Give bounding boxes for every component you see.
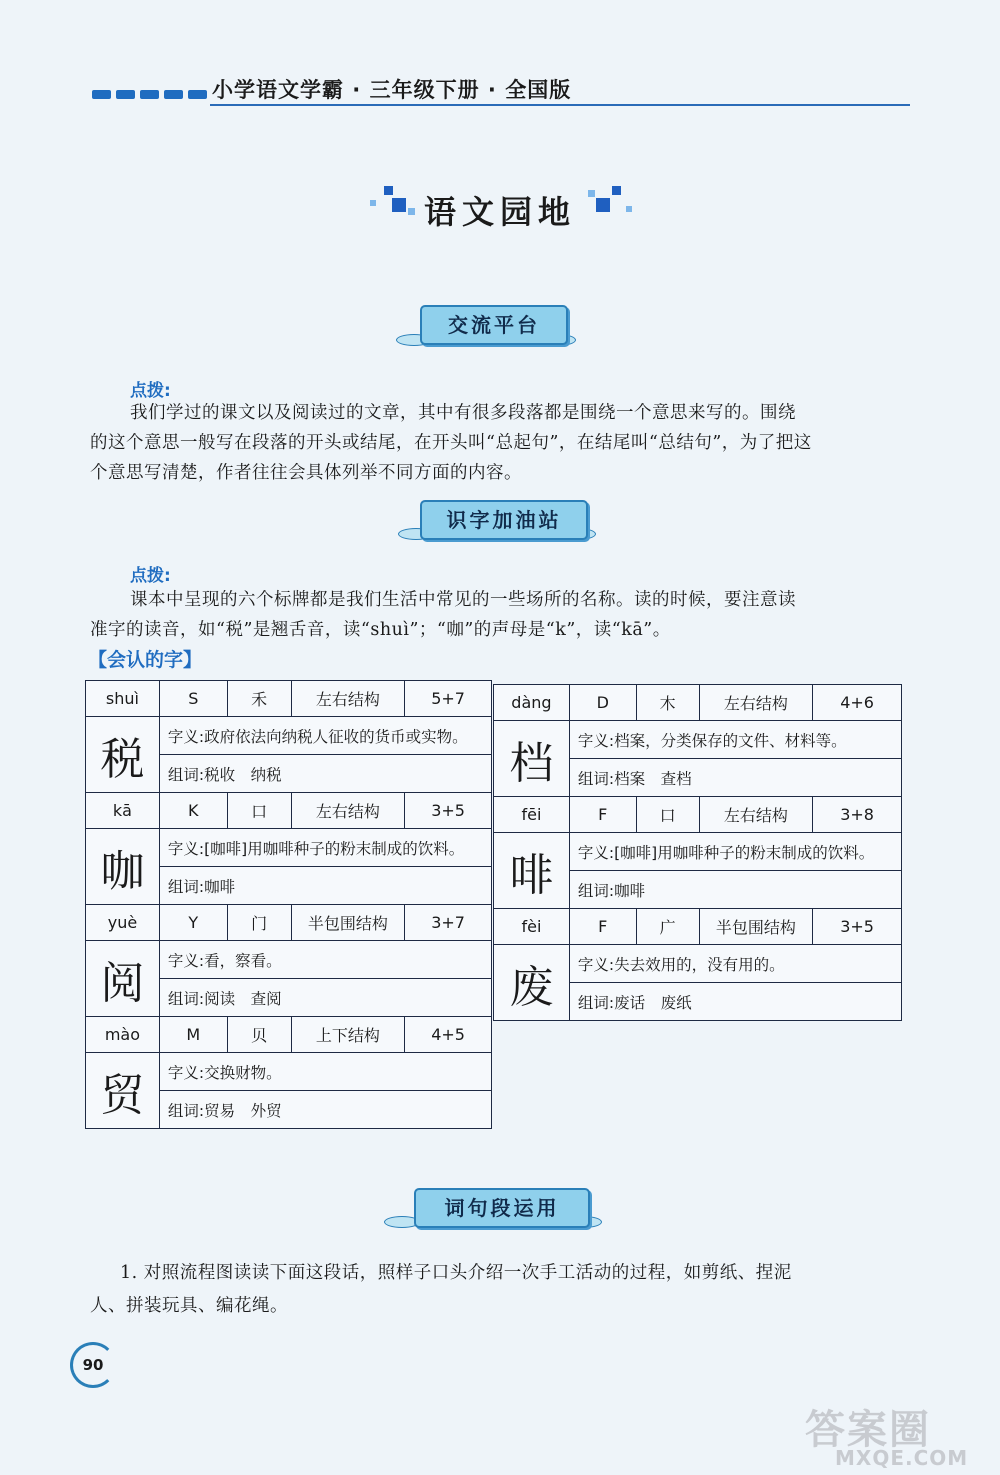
structure-cell: 左右结构	[291, 793, 405, 829]
radical-cell: 禾	[227, 681, 291, 717]
words-cell: 组词:废话 废纸	[569, 983, 901, 1021]
character-table-right	[493, 684, 902, 1021]
tip-paragraph	[90, 398, 920, 488]
radical-cell: 广	[636, 909, 699, 945]
meaning-cell: 字义:交换财物。	[159, 1053, 491, 1091]
structure-cell: 左右结构	[291, 681, 405, 717]
title-decoration	[626, 206, 632, 212]
watermark-url: MXQE.COM	[835, 1446, 969, 1470]
structure-cell: 半包围结构	[291, 905, 405, 941]
title-decoration	[612, 186, 621, 195]
header-title: 小学语文学霸 · 三年级下册 · 全国版	[212, 78, 572, 102]
radical-cell: 贝	[227, 1017, 291, 1053]
table-row	[494, 721, 902, 759]
strokes-cell: 4+5	[405, 1017, 492, 1053]
radical-cell: 口	[636, 797, 699, 833]
structure-cell: 上下结构	[291, 1017, 405, 1053]
table-row	[86, 1053, 492, 1091]
banner-exchange-platform: 交流平台	[420, 305, 568, 345]
tip-label: 点拨:	[130, 381, 171, 401]
title-decoration	[596, 198, 610, 212]
strokes-cell: 3+5	[813, 909, 902, 945]
meaning-cell: 字义:[咖啡]用咖啡种子的粉末制成的饮料。	[569, 833, 901, 871]
meaning-cell: 字义:看，察看。	[159, 941, 491, 979]
letter-cell: F	[569, 909, 636, 945]
character-cell: 贸	[86, 1053, 160, 1129]
section-title: 语文园地	[423, 193, 576, 231]
letter-cell: F	[569, 797, 636, 833]
letter-cell: D	[569, 685, 636, 721]
header-rule	[210, 104, 910, 106]
pinyin-cell: yuè	[86, 905, 160, 941]
table-row	[86, 1017, 492, 1053]
header-decoration	[188, 90, 207, 99]
table-row	[86, 829, 492, 867]
radical-cell: 木	[636, 685, 699, 721]
table-row	[494, 797, 902, 833]
table-row	[86, 905, 492, 941]
table-row	[86, 717, 492, 755]
words-cell: 组词:贸易 外贸	[159, 1091, 491, 1129]
paragraph-line: 1. 对照流程图读读下面这段话，照样子口头介绍一次手工活动的过程，如剪纸、捏泥	[120, 1263, 792, 1283]
character-cell: 税	[86, 717, 160, 793]
table-row	[86, 681, 492, 717]
character-cell: 阅	[86, 941, 160, 1017]
paragraph-line: 个意思写清楚，作者往往会具体列举不同方面的内容。	[90, 463, 522, 483]
strokes-cell: 3+5	[405, 793, 492, 829]
strokes-cell: 3+7	[405, 905, 492, 941]
table-row	[86, 941, 492, 979]
words-cell: 组词:阅读 查阅	[159, 979, 491, 1017]
exercise-paragraph	[90, 1257, 920, 1323]
structure-cell: 左右结构	[699, 797, 813, 833]
tip-label: 点拨:	[130, 566, 171, 586]
header-decoration	[140, 90, 159, 99]
meaning-cell: 字义:失去效用的，没有用的。	[569, 945, 901, 983]
letter-cell: S	[159, 681, 227, 717]
pinyin-cell: fēi	[494, 797, 570, 833]
title-decoration	[588, 190, 595, 197]
meaning-cell: 字义:政府依法向纳税人征收的货币或实物。	[159, 717, 491, 755]
strokes-cell: 4+6	[813, 685, 902, 721]
letter-cell: K	[159, 793, 227, 829]
banner-word-sentence-usage: 词句段运用	[414, 1188, 590, 1228]
character-cell: 档	[494, 721, 570, 797]
radical-cell: 口	[227, 793, 291, 829]
banner-literacy-station: 识字加油站	[420, 500, 588, 540]
paragraph-line: 人、拼装玩具、编花绳。	[90, 1296, 288, 1316]
radical-cell: 门	[227, 905, 291, 941]
words-cell: 组词:税收 纳税	[159, 755, 491, 793]
character-cell: 废	[494, 945, 570, 1021]
characters-label: 【会认的字】	[88, 649, 203, 671]
letter-cell: M	[159, 1017, 227, 1053]
letter-cell: Y	[159, 905, 227, 941]
tip-paragraph	[90, 585, 920, 645]
table-row	[494, 945, 902, 983]
paragraph-line: 的这个意思一般写在段落的开头或结尾，在开头叫“总起句”，在结尾叫“总结句”，为了把这	[90, 433, 812, 453]
structure-cell: 半包围结构	[699, 909, 813, 945]
table-row	[494, 909, 902, 945]
strokes-cell: 5+7	[405, 681, 492, 717]
table-row	[494, 685, 902, 721]
header-decoration	[92, 90, 111, 99]
meaning-cell: 字义:[咖啡]用咖啡种子的粉末制成的饮料。	[159, 829, 491, 867]
strokes-cell: 3+8	[813, 797, 902, 833]
table-row	[86, 793, 492, 829]
structure-cell: 左右结构	[699, 685, 813, 721]
words-cell: 组词:咖啡	[569, 871, 901, 909]
words-cell: 组词:咖啡	[159, 867, 491, 905]
paragraph-line: 课本中呈现的六个标牌都是我们生活中常见的一些场所的名称。读的时候，要注意读	[130, 590, 796, 610]
meaning-cell: 字义:档案，分类保存的文件、材料等。	[569, 721, 901, 759]
table-row	[494, 833, 902, 871]
pinyin-cell: shuì	[86, 681, 160, 717]
words-cell: 组词:档案 查档	[569, 759, 901, 797]
pinyin-cell: dàng	[494, 685, 570, 721]
character-cell: 啡	[494, 833, 570, 909]
character-table-left	[85, 680, 492, 1129]
header-decoration	[164, 90, 183, 99]
watermark-logo: 答案圈	[805, 1407, 931, 1453]
pinyin-cell: kā	[86, 793, 160, 829]
page-number: 90	[70, 1342, 116, 1388]
header-decoration	[116, 90, 135, 99]
pinyin-cell: mào	[86, 1017, 160, 1053]
character-cell: 咖	[86, 829, 160, 905]
pinyin-cell: fèi	[494, 909, 570, 945]
paragraph-line: 我们学过的课文以及阅读过的文章，其中有很多段落都是围绕一个意思来写的。围绕	[130, 403, 796, 423]
paragraph-line: 准字的读音，如“税”是翘舌音，读“shuì”；“咖”的声母是“k”，读“kā”。	[90, 620, 671, 640]
